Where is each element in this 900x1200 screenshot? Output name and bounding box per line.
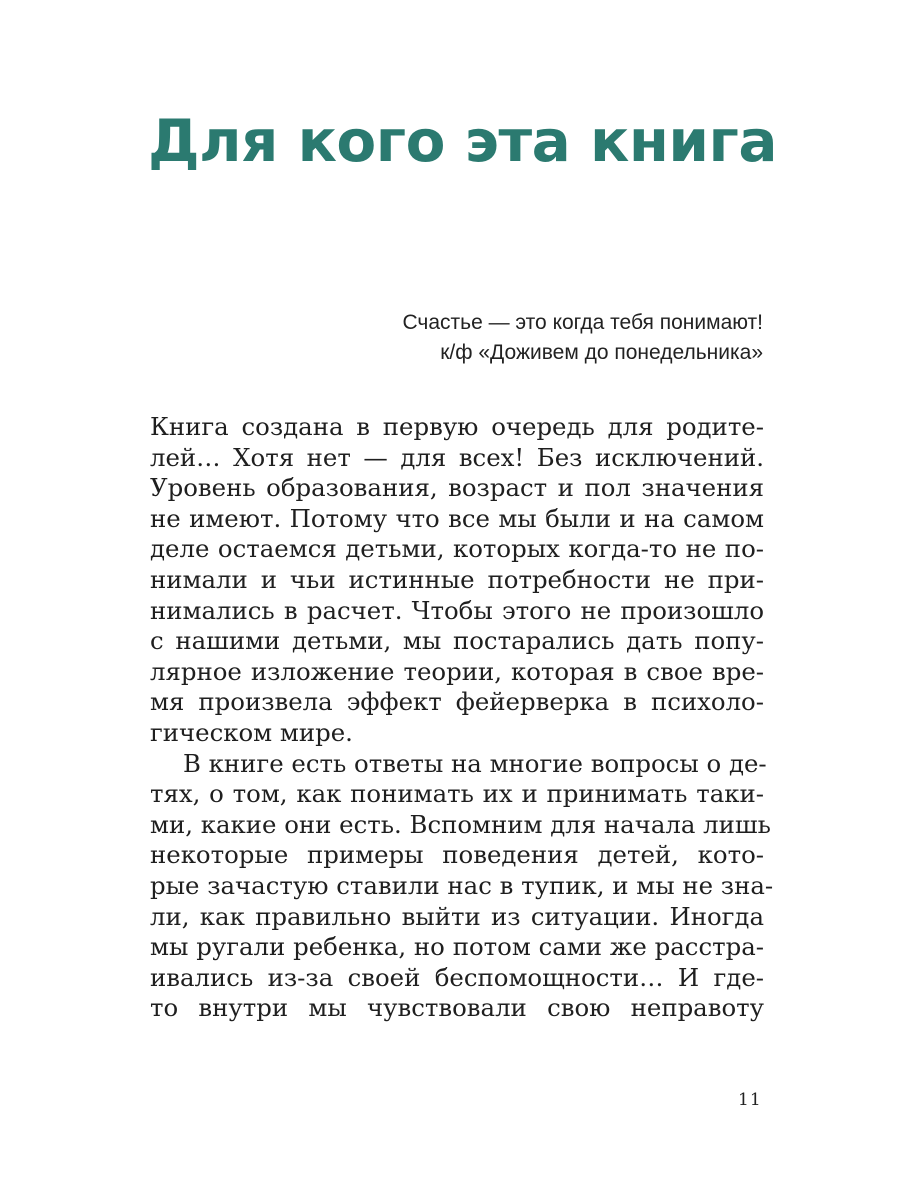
text-line: ивались из-за своей беспомощности… И где- <box>150 962 764 992</box>
text-line: деле остаемся детьми, которых когда-то не по- <box>150 534 764 564</box>
epigraph-source: к/ф «Доживем до понедельника» <box>440 341 763 364</box>
body-text <box>150 412 774 1024</box>
text-line: мы ругали ребенка, но потом сами же расстра- <box>150 932 764 962</box>
text-line: ли, как правильно выйти из ситуации. Иногда <box>150 901 764 931</box>
text-line: В книге есть ответы на многие вопросы о де- <box>183 748 767 778</box>
text-line: некоторые примеры поведения детей, кото- <box>150 840 764 870</box>
epigraph <box>203 308 763 368</box>
text-line: с нашими детьми, мы постарались дать попу- <box>150 626 764 656</box>
text-line: рые зачастую ставили нас в тупик, и мы не зна- <box>150 870 774 900</box>
text-line: то внутри мы чувствовали свою неправоту <box>150 993 764 1023</box>
epigraph-quote: Счастье — это когда тебя понимают! <box>402 311 763 334</box>
text-line: нимались в расчет. Чтобы этого не произошло <box>150 595 764 625</box>
paragraph <box>150 748 774 1024</box>
text-line: Книга создана в первую очередь для родите- <box>150 412 764 441</box>
text-line: лярное изложение теории, которая в свое вре- <box>150 656 764 686</box>
text-line: Уровень образования, возраст и пол значения <box>150 473 764 503</box>
page-number: 11 <box>738 1090 762 1110</box>
chapter-title: Для кого эта книга <box>148 107 777 175</box>
paragraph <box>150 412 764 749</box>
text-line: ми, какие они есть. Вспомним для начала лишь <box>150 809 771 839</box>
text-line: гическом мире. <box>150 717 353 747</box>
text-line: лей… Хотя нет — для всех! Без исключений. <box>150 442 764 472</box>
text-line: тях, о том, как понимать их и принимать таки- <box>150 779 764 809</box>
text-line: не имеют. Потому что все мы были и на самом <box>150 503 764 533</box>
text-line: нимали и чьи истинные потребности не при- <box>150 564 764 594</box>
text-line: мя произвела эффект фейерверка в психоло- <box>150 687 764 717</box>
